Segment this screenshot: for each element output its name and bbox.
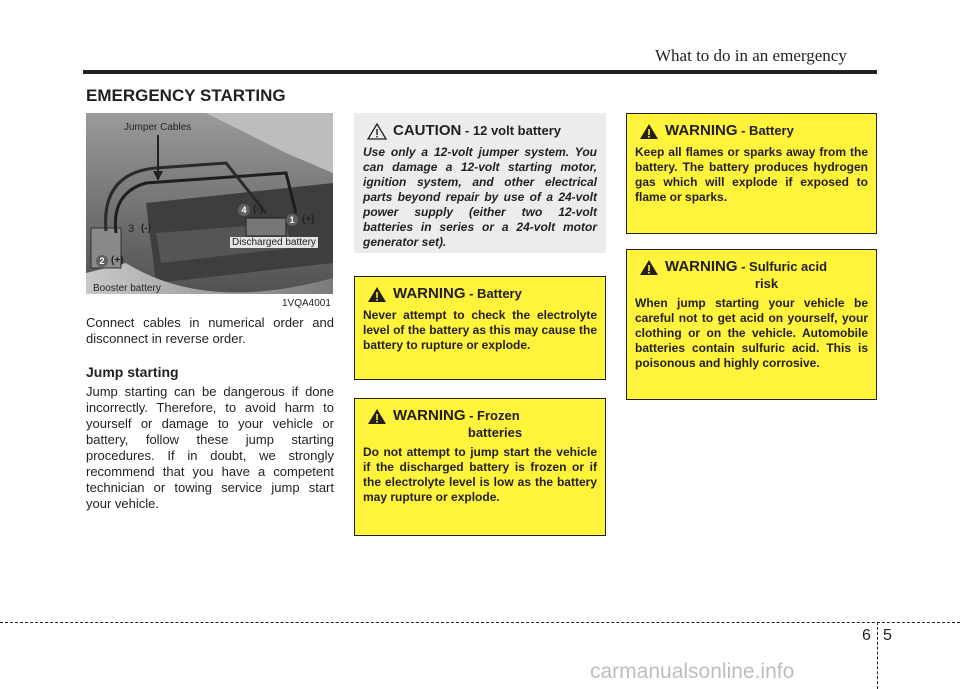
warning-subject: - Sulfuric acid	[737, 259, 828, 274]
label-booster-battery: Booster battery	[93, 283, 161, 294]
jump-starting-body: Jump starting can be dangerous if done incorrectly. Therefore, to avoid harm to yourself or damage to your vehicle or battery, follow these jump starting procedures. If in doubt, we strongly recommend that you have a competent technician or towing service jump start your vehicle.	[86, 384, 334, 511]
warning-frozen-batteries-box	[354, 398, 606, 536]
warning-sulfuric-acid-box	[626, 249, 877, 400]
caution-body: Use only a 12-volt jumper system. You can damage a 12-volt starting motor, ignition system, and other electrical parts beyond repair by use of a 24-volt power supply (either two 12-volt batteries in series or a 24-volt motor generator set).	[363, 145, 597, 249]
marker-1-polarity: (+)	[302, 214, 315, 225]
caution-12-volt-box	[354, 113, 606, 253]
section-header: What to do in an emergency	[655, 46, 847, 65]
figure-code: 1VQA4001	[282, 298, 331, 309]
marker-2-badge: 2	[96, 255, 108, 267]
marker-3-number: 3	[128, 223, 135, 235]
footer-divider	[0, 622, 960, 623]
section-title: EMERGENCY STARTING	[86, 86, 286, 105]
marker-4-badge: 4	[238, 204, 250, 216]
caution-triangle-icon	[367, 123, 387, 140]
warning-body: When jump starting your vehicle be careful not to get acid on yourself, your clothing or on the vehicle. Automobile batteries contain sulfuric acid. This is poisonous and highly corrosive.	[635, 296, 868, 370]
warning-subject-line2: batteries	[467, 425, 523, 440]
warning-word: WARNING	[665, 258, 738, 275]
marker-1-badge: 1	[286, 214, 298, 226]
warning-triangle-icon	[639, 123, 659, 140]
page-number: 5	[883, 627, 892, 644]
warning-triangle-icon	[367, 286, 387, 303]
warning-body: Do not attempt to jump start the vehicle if the discharged battery is frozen or if the electrolyte level is low as the battery may rupture or explode.	[363, 445, 597, 504]
warning-word: WARNING	[665, 122, 738, 139]
warning-triangle-icon	[367, 408, 387, 425]
page-chapter-number: 6	[862, 627, 871, 644]
caution-subject: - 12 volt battery	[461, 123, 562, 138]
warning-triangle-icon	[639, 259, 659, 276]
warning-word: WARNING	[393, 285, 466, 302]
warning-body: Keep all flames or sparks away from the battery. The battery produces hydrogen gas which will explode if exposed to flame or sparks.	[635, 145, 868, 204]
warning-word: WARNING	[393, 407, 466, 424]
warning-subject: - Frozen	[465, 408, 520, 423]
label-jumper-cables: Jumper Cables	[124, 122, 192, 133]
warning-battery-flames-box	[626, 113, 877, 234]
marker-4-polarity: (-)	[253, 204, 263, 215]
footer-vertical-divider	[877, 622, 878, 689]
car-engine-drawing	[86, 113, 333, 310]
warning-battery-electrolyte-box	[354, 276, 606, 380]
caution-word: CAUTION	[393, 122, 462, 139]
warning-subject-line2: risk	[754, 276, 779, 291]
watermark: carmanualsonline.info	[590, 660, 795, 683]
label-discharged-battery: Discharged battery	[232, 237, 316, 248]
jump-start-illustration	[86, 113, 333, 310]
connect-instructions: Connect cables in numerical order and disconnect in reverse order.	[86, 315, 334, 346]
header-rule	[83, 70, 877, 74]
warning-body: Never attempt to check the electrolyte level of the battery as this may cause the battery to rupture or explode.	[363, 308, 597, 352]
marker-3-polarity: (-)	[141, 223, 151, 234]
warning-subject: - Battery	[737, 123, 794, 138]
warning-subject: - Battery	[465, 286, 522, 301]
jump-starting-heading: Jump starting	[86, 364, 179, 380]
marker-2-polarity: (+)	[111, 255, 124, 266]
